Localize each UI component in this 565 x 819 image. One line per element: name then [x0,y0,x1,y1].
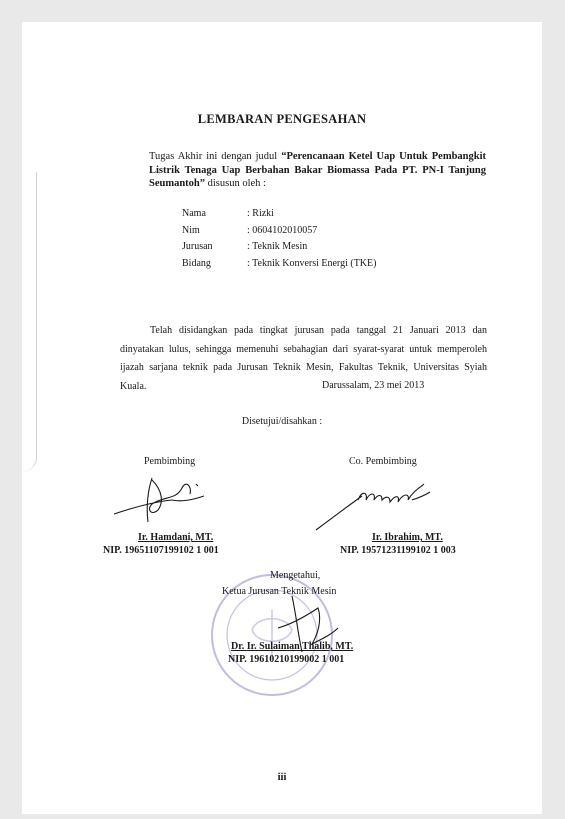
info-row-name [182,208,376,225]
co-advisor-nip: NIP. 19571231199102 1 003 [340,545,456,556]
info-label: Bidang [182,257,211,269]
info-row-department [182,241,376,258]
info-value: : 0604102010057 [247,224,318,236]
info-value: : Rizki [247,208,274,219]
head-nip: NIP. 19610210199002 1 001 [228,654,345,665]
page-title: LEMBARAN PENGESAHAN [197,112,367,126]
head-role: Ketua Jurusan Teknik Mesin [222,586,337,597]
scan-fold-mark [22,172,37,472]
advisor-signature [112,470,222,532]
page-number: iii [277,772,287,783]
info-value: : Teknik Konversi Energi (TKE) [247,257,377,269]
co-advisor-name: Ir. Ibrahim, MT. [372,532,443,543]
info-row-nim [182,225,376,242]
advisor-role: Pembimbing [144,456,196,467]
document-page [22,22,542,814]
info-value: : Teknik Mesin [247,241,308,252]
approval-paragraph: Telah disidangkan pada tingkat jurusan pada tanggal 21 Januari 2013 dan dinyatakan lulus, sehingga memenuhi sebahagian dari syarat-syarat untuk memperoleh ijazah sarjana teknik pada Jurusan Teknik Mesin, Fakultas Teknik, Universitas Syiah Kuala. [120,325,487,392]
info-row-field [182,258,376,275]
thesis-title: “Perencanaan Ketel Uap Untuk Pembangkit Listrik Tenaga Uap Berbahan Bakar Biomassa Pada PT. PN-I Tanjung Seumantoh” [149,151,487,189]
info-label: Jurusan [182,241,213,252]
intro-prefix: Tugas Akhir ini dengan judul [149,151,282,162]
advisor-nip: NIP. 19651107199102 1 001 [103,545,219,556]
info-label: Nim [182,224,200,236]
intro-paragraph [149,150,486,191]
advisor-name: Ir. Hamdani, MT. [138,532,214,543]
student-info [182,208,376,274]
approved-heading: Disetujui/disahkan : [241,416,323,427]
place-date: Darussalam, 23 mei 2013 [322,380,425,391]
head-name: Dr. Ir. Sulaiman Thalib, MT. [231,641,354,652]
co-advisor-role: Co. Pembimbing [349,456,417,467]
acknowledged-heading: Mengetahui, [270,570,321,581]
intro-suffix: disusun oleh : [205,178,266,189]
co-advisor-signature [312,474,442,534]
info-label: Nama [182,208,206,219]
